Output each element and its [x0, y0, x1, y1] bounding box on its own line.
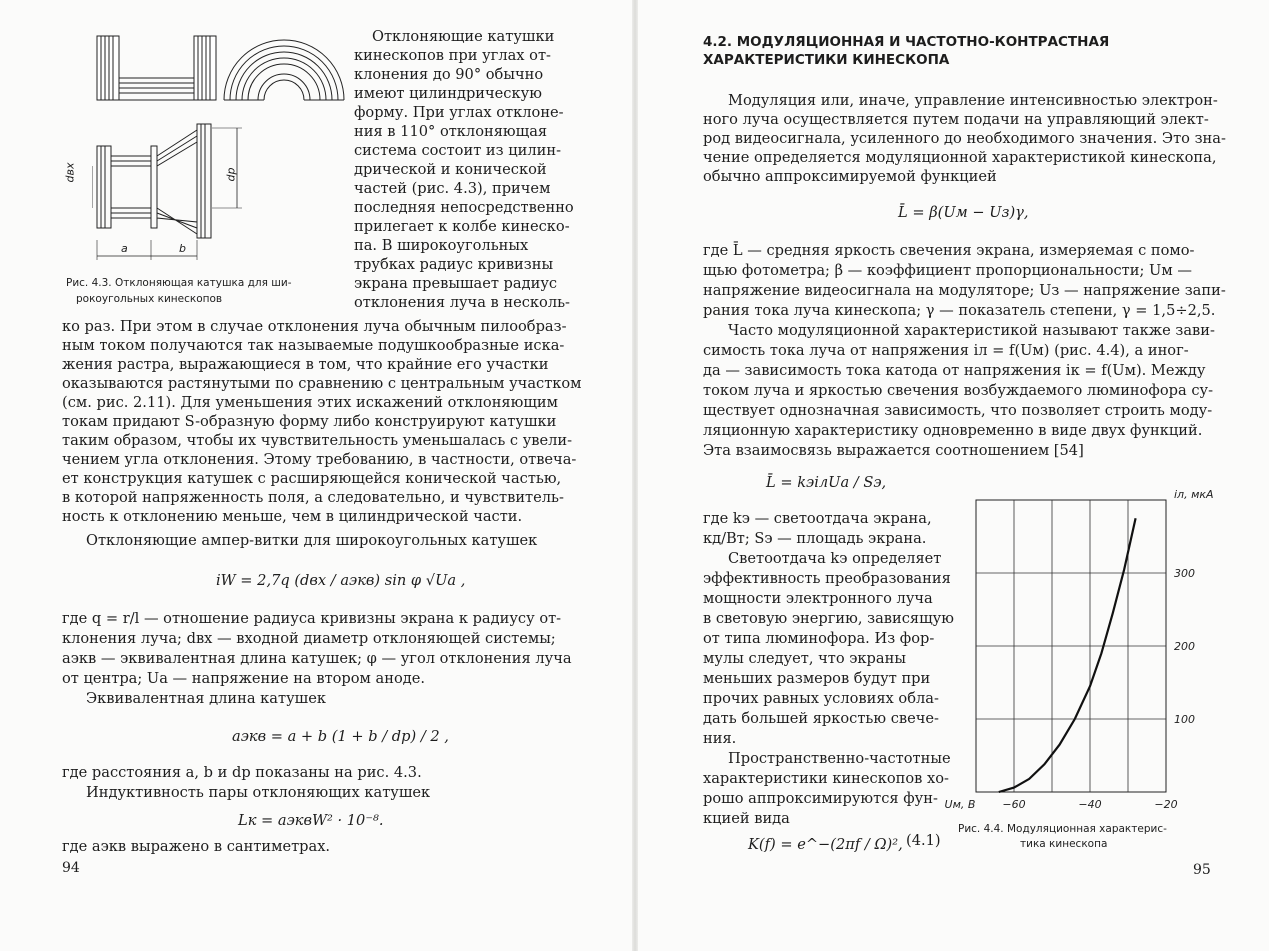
- text-line: трубках радиус кривизны: [354, 256, 554, 273]
- text-line: Пространственно-частотные: [728, 750, 951, 767]
- label-d-p: dр: [224, 167, 238, 182]
- series-line: [999, 518, 1136, 792]
- text-line: рошо аппроксимируются фун-: [703, 790, 938, 807]
- text-line: Модуляция или, иначе, управление интенсивностью электрон-: [728, 92, 1218, 109]
- text-line: щью фотометра; β — коэффициент пропорциональности; Uм —: [703, 262, 1192, 279]
- y-tick-label: 300: [1174, 567, 1195, 580]
- text-line: оказываются растянутыми по сравнению с центральным участком: [62, 375, 582, 392]
- text-line: где q = r/l — отношение радиуса кривизны экрана к радиусу от-: [62, 610, 562, 627]
- text-line: от типа люминофора. Из фор-: [703, 630, 935, 647]
- text-line: где L̄ — средняя яркость свечения экрана, измеряемая с помо-: [703, 242, 1195, 259]
- x-tick-label: −40: [1078, 798, 1102, 811]
- text-line: прилегает к колбе кинеско-: [354, 218, 570, 235]
- x-tick-label: −60: [1002, 798, 1026, 811]
- saddle-coil-drawing: [224, 40, 344, 100]
- text-line: напряжение видеосигнала на модуляторе; Uз — напряжение запи-: [703, 282, 1226, 299]
- text-line: дать большей яркостью свече-: [703, 710, 939, 727]
- figure-4-3: [92, 28, 354, 268]
- text-line: имеют цилиндрическую: [354, 85, 542, 102]
- text-line: ным током получаются так называемые подушкообразные иска-: [62, 337, 565, 354]
- text-line: отклонения луча в несколь-: [354, 294, 570, 311]
- y-tick-label: 100: [1174, 713, 1195, 726]
- label-d-in: dвх: [63, 162, 77, 183]
- text-line: Отклоняющие катушки: [372, 28, 555, 45]
- formula-l: L̄ = β(Uм − Uз)γ,: [898, 204, 1029, 221]
- formula-aekv: aэкв = a + b (1 + b / dр) / 2 ,: [232, 728, 449, 745]
- text-line: в световую энергию, зависящую: [703, 610, 954, 627]
- text-line: таким образом, чтобы их чувствительность уменьшалась с увели-: [62, 432, 573, 449]
- text-line: Индуктивность пары отклоняющих катушек: [86, 784, 431, 801]
- text-line: мощности электронного луча: [703, 590, 933, 607]
- formula-iw: iW = 2,7q (dвх / aэкв) sin φ √Uа ,: [216, 572, 466, 589]
- text-line: Отклоняющие ампер-витки для широкоугольных катушек: [86, 532, 538, 549]
- text-line: па. В широкоугольных: [354, 237, 529, 254]
- text-line: Эта взаимосвязь выражается соотношением [54]: [703, 442, 1084, 459]
- text-line: клонения до 90° обычно: [354, 66, 544, 83]
- text-line: обычно аппроксимируемой функцией: [703, 168, 997, 185]
- text-line: род видеосигнала, усиленного до необходимого значения. Это зна-: [703, 130, 1226, 147]
- text-line: мулы следует, что экраны: [703, 650, 906, 667]
- text-line: ляционную характеристику одновременно в виде двух функций.: [703, 422, 1203, 439]
- text-line: характеристики кинескопов хо-: [703, 770, 949, 787]
- formula-number: (4.1): [906, 832, 941, 849]
- page-number-right: 95: [1193, 862, 1211, 878]
- text-line: aэкв — эквивалентная длина катушек; φ — угол отклонения луча: [62, 650, 572, 667]
- text-line: током луча и яркостью свечения возбуждаемого люминофора су-: [703, 382, 1214, 399]
- text-line: эффективность преобразования: [703, 570, 951, 587]
- text-line: в которой напряженность поля, а следовательно, и чувствитель-: [62, 489, 564, 506]
- text-line: симость тока луча от напряжения iл = f(Uм) (рис. 4.4), а иног-: [703, 342, 1189, 359]
- text-line: кд/Вт; Sэ — площадь экрана.: [703, 530, 927, 547]
- y-tick-label: 200: [1174, 640, 1195, 653]
- x-tick-label: −20: [1154, 798, 1178, 811]
- text-line: где kэ — светоотдача экрана,: [703, 510, 932, 527]
- section-heading-line-2: ХАРАКТЕРИСТИКИ КИНЕСКОПА: [703, 52, 950, 68]
- text-line: чением угла отклонения. Этому требованию, в частности, отвеча-: [62, 451, 577, 468]
- text-line: где расстояния a, b и dр показаны на рис. 4.3.: [62, 764, 422, 781]
- text-line: ко раз. При этом в случае отклонения луча обычным пилообраз-: [62, 318, 567, 335]
- text-line: дрической и конической: [354, 161, 547, 178]
- text-line: Эквивалентная длина катушек: [86, 690, 326, 707]
- formula-kf: K(f) = e^−(2πf / Ω)²,: [748, 836, 903, 853]
- page-number-left: 94: [62, 860, 80, 876]
- text-line: жения растра, выражающиеся в том, что крайние его участки: [62, 356, 549, 373]
- text-line: Светоотдача kэ определяет: [728, 550, 942, 567]
- label-b: b: [179, 242, 186, 255]
- text-line: ного луча осуществляется путем подачи на управляющий элект-: [703, 111, 1209, 128]
- wide-angle-coil-drawing: [92, 124, 242, 260]
- text-line: последняя непосредственно: [354, 199, 574, 216]
- figure-4-4-chart: [940, 480, 1230, 820]
- text-line: ность к отклонению меньше, чем в цилиндрической части.: [62, 508, 523, 525]
- text-line: ния.: [703, 730, 737, 747]
- label-a: a: [121, 242, 128, 255]
- text-line: кинескопов при углах от-: [354, 47, 551, 64]
- text-line: меньших размеров будут при: [703, 670, 931, 687]
- formula-l2: L̄ = kэiлUа / Sэ,: [766, 474, 887, 491]
- text-line: кцией вида: [703, 810, 790, 827]
- text-line: от центра; Uа — напряжение на втором аноде.: [62, 670, 426, 687]
- text-line: экрана превышает радиус: [354, 275, 558, 292]
- text-line: токам придают S-образную форму либо конструируют катушки: [62, 413, 557, 430]
- text-line: рания тока луча кинескопа; γ — показатель степени, γ = 1,5÷2,5.: [703, 302, 1216, 319]
- text-line: ществует однозначная зависимость, что позволяет строить моду-: [703, 402, 1213, 419]
- y-axis-label: iл, мкА: [1174, 488, 1214, 501]
- text-line: система состоит из цилин-: [354, 142, 561, 159]
- text-line: чение определяется модуляционной характеристикой кинескопа,: [703, 149, 1217, 166]
- text-line: да — зависимость тока катода от напряжения iк = f(Uм). Между: [703, 362, 1206, 379]
- text-line: Часто модуляционной характеристикой называют также зави-: [728, 322, 1215, 339]
- text-line: где aэкв выражено в сантиметрах.: [62, 838, 331, 855]
- cylindrical-coil-drawing: [97, 36, 216, 100]
- formula-lk: Lк = aэквW² · 10⁻⁸.: [238, 812, 384, 829]
- book-gutter: [632, 0, 638, 951]
- text-line: ет конструкция катушек с расширяющейся конической частью,: [62, 470, 562, 487]
- text-line: ния в 110° отклоняющая: [354, 123, 548, 140]
- text-line: (см. рис. 2.11). Для уменьшения этих искажений отклоняющим: [62, 394, 558, 411]
- section-heading-line-1: 4.2. МОДУЛЯЦИОННАЯ И ЧАСТОТНО-КОНТРАСТНАЯ: [703, 34, 1110, 50]
- text-line: форму. При углах отклоне-: [354, 104, 564, 121]
- text-line: клонения луча; dвх — входной диаметр отклоняющей системы;: [62, 630, 556, 647]
- text-line: частей (рис. 4.3), причем: [354, 180, 551, 197]
- text-line: прочих равных условиях обла-: [703, 690, 939, 707]
- x-axis-label: Uм, В: [944, 798, 976, 811]
